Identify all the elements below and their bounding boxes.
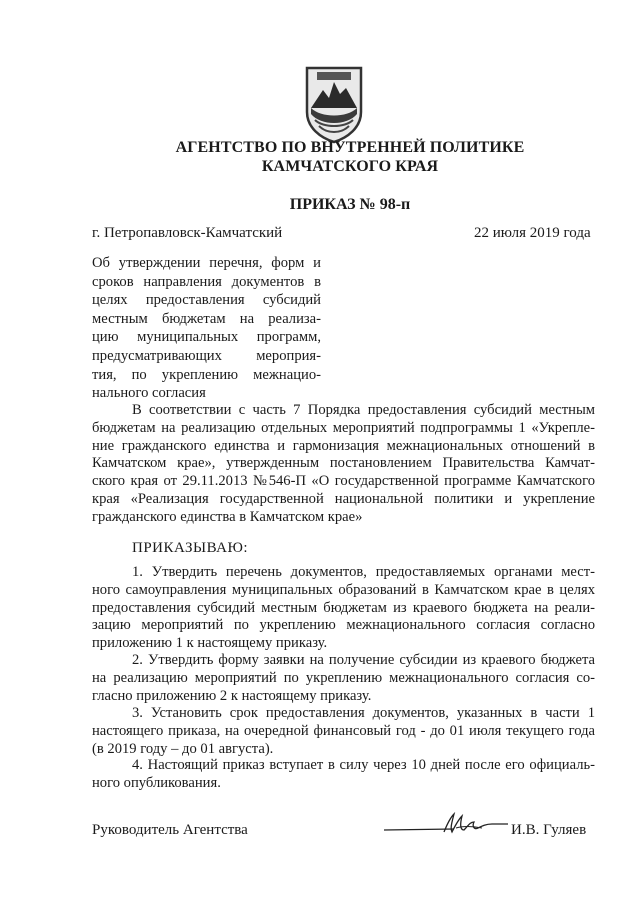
subject-line: местным бюджетам на реализа- [92, 310, 321, 327]
text-line: 4. Настоящий приказ вступает в силу через 10 дней после его официаль- [132, 757, 595, 773]
signatory-position: Руководитель Агентства [92, 822, 248, 838]
text-line: ние гражданского единства и гармонизация межнациональных отношений в [92, 437, 595, 454]
text-line: приложению 1 к настоящему приказу. [92, 635, 328, 652]
preamble-paragraph [92, 402, 595, 527]
coat-of-arms-icon [303, 64, 365, 144]
subject-line: целях предоставления субсидий [92, 292, 321, 309]
subject-line: Об утверждении перечня, форм и [92, 255, 321, 271]
text-line: ного опубликования. [92, 774, 221, 791]
text-line: ского края от 29.11.2013 №546-П «О государственной программе Камчатского [92, 473, 595, 490]
city: г. Петропавловск-Камчатский [92, 225, 283, 241]
order-directive: ПРИКАЗЫВАЮ: [132, 540, 249, 556]
subject-line: нального согласия [92, 385, 206, 402]
subject-line: сроков направления документов в [92, 273, 321, 290]
order-item-2 [92, 652, 595, 705]
text-line: В соответствии с часть 7 Порядка предоставления субсидий местным [132, 402, 595, 418]
subject-line: тия, по укреплению межнацио- [92, 366, 321, 383]
text-line: (в 2019 году – до 01 августа). [92, 740, 274, 757]
order-subject [92, 254, 321, 403]
text-line: 1. Утвердить перечень документов, предоставляемых органами мест- [132, 564, 595, 580]
text-line: на реализацию мероприятий по укреплению межнационального согласия со- [92, 669, 595, 686]
subject-line: предусматривающих мероприя- [92, 347, 321, 364]
order-item-4 [92, 757, 595, 793]
text-line: 3. Установить срок предоставления документов, указанных в части 1 [132, 705, 595, 721]
order-item-1 [92, 564, 595, 653]
text-line: 2. Утвердить форму заявки на получение субсидии из краевого бюджета [132, 652, 595, 668]
text-line: края «Реализация государственной национальной политики и укрепление [92, 490, 595, 507]
text-line: настоящего приказа, на очередной финансовый год - до 01 июля текущего года [92, 722, 595, 739]
handwritten-signature [382, 808, 512, 838]
text-line: предоставления субсидий местным бюджетам из краевого бюджета на реали- [92, 599, 595, 616]
text-line: гражданского единства в Камчатском крае» [92, 508, 363, 525]
text-line: ного самоуправления муниципальных образований в Камчатском крае в целях [92, 581, 595, 598]
order-number: ПРИКАЗ № 98-п [289, 196, 411, 213]
order-item-3 [92, 705, 595, 758]
agency-title-line1: АГЕНТСТВО ПО ВНУТРЕННЕЙ ПОЛИТИКЕ [175, 139, 525, 156]
text-line: гласно приложению 2 к настоящему приказу. [92, 687, 372, 704]
text-line: зацию мероприятий по укреплению межнационального согласия согласно [92, 617, 595, 634]
signatory-name: И.В. Гуляев [511, 822, 587, 838]
order-date: 22 июля 2019 года [474, 225, 591, 241]
text-line: бюджетам на реализацию отдельных мероприятий подпрограммы 1 «Укрепле- [92, 419, 595, 436]
agency-title-line2: КАМЧАТСКОГО КРАЯ [261, 158, 439, 175]
subject-line: цию муниципальных программ, [92, 329, 321, 346]
text-line: Камчатском крае», утвержденным постановлением Правительства Камчат- [92, 455, 595, 472]
